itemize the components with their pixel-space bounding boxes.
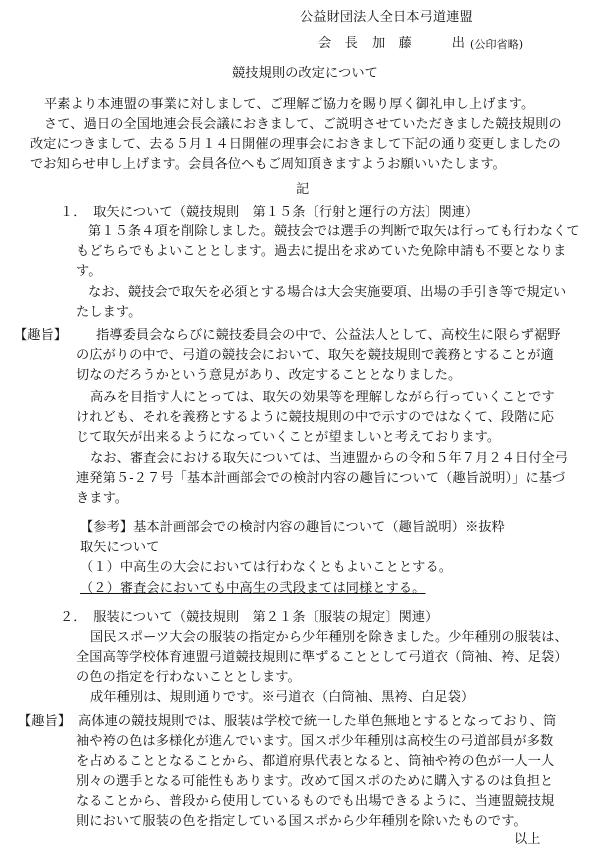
reference-heading: 【参考】基本計画部会での検討内容の趣旨について（趣旨説明）※抜粋 (80, 520, 505, 535)
item2-heading: ２． 服装について（競技規則 第２１条〔服装の規定〕関連） (60, 610, 439, 625)
gist2-line: 袖や袴の色は多様化が進んでいます。国スポ少年種別は高校生の弓道部員が多数 (76, 734, 554, 749)
gist1-line: けれども、それを義務とするように競技規則の中で示すのではなくて、段階に応 (76, 410, 555, 425)
item2-line: 成年種別は、規則通りです。※弓道衣（白筒袖、黒袴、白足袋） (90, 690, 475, 705)
item2-line: 全国高等学校体育連盟弓道競技規則に準ずることとして弓道衣（筒袖、袴、足袋） (76, 650, 568, 665)
gist1-line: じて取矢が出来るようになっていくことが望ましいと考えております。 (76, 430, 501, 445)
closing-mark: 以上 (514, 832, 541, 847)
gist2-line: なることから、普段から使用しているものでも出場できるように、当連盟競技規 (76, 794, 555, 809)
item1-line: もどちらでもよいこととします。過去に提出を求めていた免除申請も不要となりま (76, 244, 567, 259)
organization-name: 公益財団法人全日本弓道連盟 (300, 10, 473, 25)
item1-line: す。 (76, 264, 102, 279)
gist1-line: 切なのだろうかという意見があり、改定することとなりました。 (76, 368, 462, 383)
gist1-line: 連発第５-２７号「基本計画部会での検討内容の趣旨について（趣旨説明）」に基づ (76, 471, 566, 486)
item1-line: 第１５条４項を削除しました。競技会では選手の判断で取矢は行っても行わなくて (88, 224, 580, 239)
intro-line: さて、過日の全国地連会長会議におきまして、ご説明させていただきました競技規則の (44, 117, 562, 132)
gist2-line: 別々の選手となる可能性もあります。改めて国スポのために購入するのは負担と (76, 774, 554, 789)
intro-line: 平素より本連盟の事業に対しまして、ご理解ご協力を賜り厚く御礼申し上げます。 (44, 97, 535, 112)
gist2-line: 則において服装の色を指定している国スポから少年種別を除いたものです。 (76, 814, 527, 829)
gist2-label: 【趣旨】 (18, 714, 72, 729)
intro-line: 改定につきまして、去る５月１４日開催の理事会におきまして下記の通り変更しましたの (30, 137, 561, 152)
reference-subheading: 取矢について (80, 540, 160, 555)
gist2-line: を占めることとなることから、都道府県代表となると、筒袖や袴の色が一人一人 (76, 754, 555, 769)
gist2-line: 高体連の競技規則では、服装は学校で統一した単色無地とするとなっており、筒 (78, 714, 557, 729)
item1-line: なお、競技会で取矢を必須とする場合は大会実施要項、出場の手引き等で規定い (88, 285, 567, 300)
gist1-label: 【趣旨】 (14, 328, 68, 343)
gist1-line: きます。 (76, 491, 129, 506)
gist1-line: なお、審査会における取矢については、当連盟からの令和５年７月２４日付全弓 (90, 451, 569, 466)
item2-line: 国民スポーツ大会の服装の指定から少年種別を除きました。少年種別の服装は、 (90, 630, 568, 645)
intro-line: でお知らせ申し上げます。会員各位へもご周知頂きますようお願いいたします。 (30, 157, 506, 172)
gist1-line: 指導委員会ならびに競技委員会の中で、公益法人として、高校生に限らず裾野 (96, 328, 561, 343)
seal-note: (公印省略) (470, 38, 524, 51)
gist1-line: 高みを目指す人にとっては、取矢の効果等を理解しながら行っていくことです (90, 390, 555, 405)
item2-line: の色の指定を行わないこととします。 (76, 670, 301, 685)
reference-item: （１）中高生の大会においては行わなくともよいこととする。 (80, 560, 453, 575)
item1-line: たします。 (76, 305, 142, 320)
president-title: 会 長 (318, 36, 358, 51)
item1-heading: １． 取矢について（競技規則 第１５条〔行射と運行の方法〕関連） (60, 205, 479, 220)
ki-marker: 記 (296, 182, 310, 197)
document-title: 競技規則の改定について (232, 66, 378, 81)
president-name: 加 藤 出 (372, 36, 466, 51)
gist1-line: の広がりの中で、弓道の競技会において、取矢を競技規則で義務とすることが適 (76, 348, 554, 363)
reference-item: （２）審査会においても中高生の弐段まては同様とする。 (80, 581, 426, 596)
